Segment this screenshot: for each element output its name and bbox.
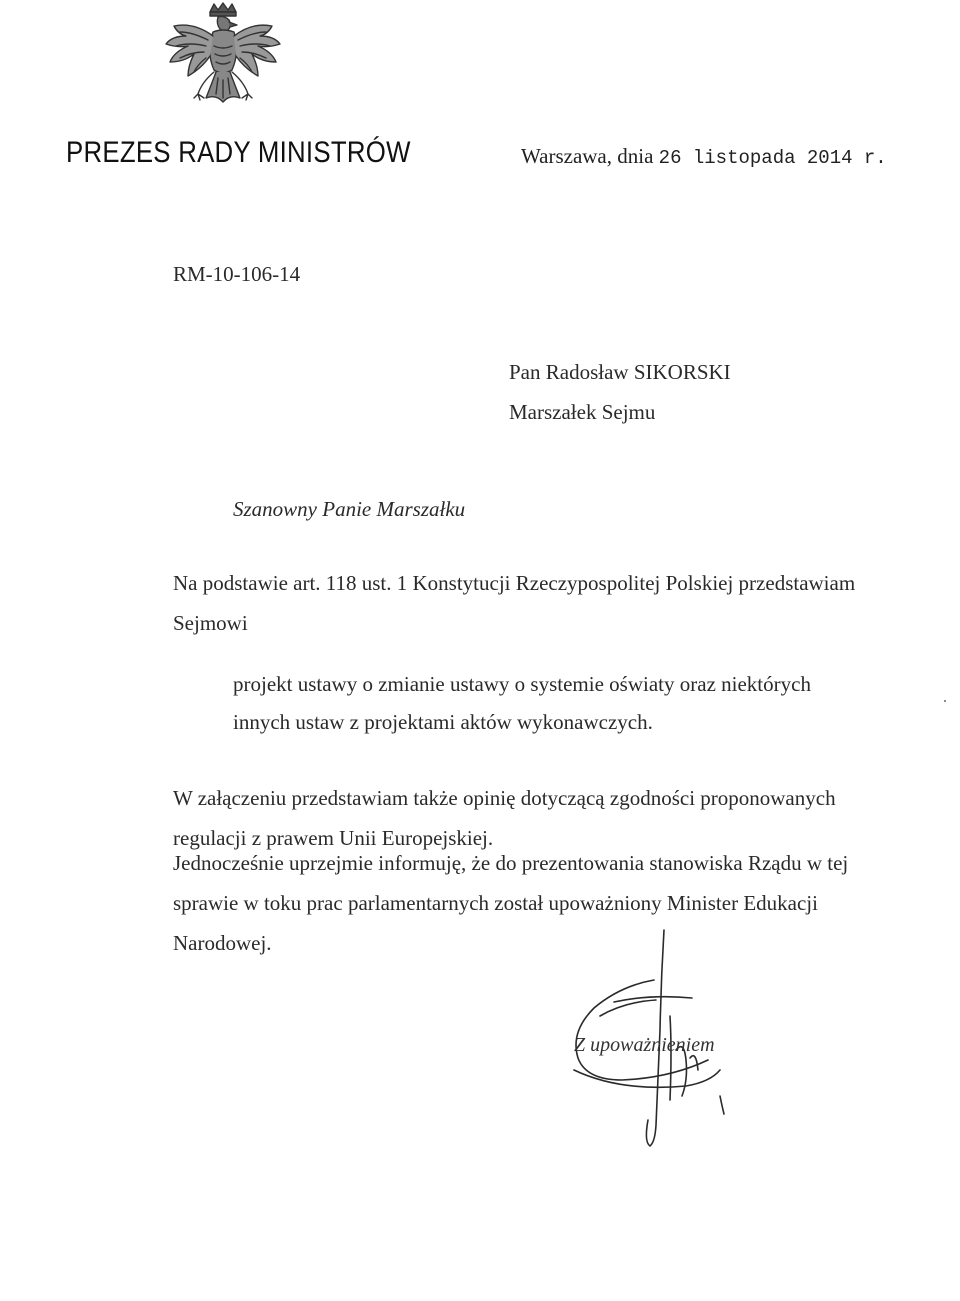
date-place: Warszawa, dnia — [521, 144, 654, 168]
paragraph-line: regulacji z prawem Unii Europejskiej. — [173, 826, 494, 850]
addressee-name: Pan Radosław SIKORSKI — [509, 360, 731, 384]
addressee-title: Marszałek Sejmu — [509, 400, 656, 424]
date-value: 26 listopada 2014 r. — [658, 147, 887, 169]
paragraph-line: Na podstawie art. 118 ust. 1 Konstytucji Rzeczypospolitej Polskiej przedstawiam — [173, 571, 856, 595]
salutation: Szanowny Panie Marszałku — [233, 497, 466, 521]
paragraph-line: innych ustaw z projektami aktów wykonawczych. — [233, 710, 653, 734]
reference-number: RM-10-106-14 — [173, 262, 301, 286]
paragraph-bill-title — [233, 665, 876, 741]
paragraph-line: Sejmowi — [173, 611, 248, 635]
polish-eagle-emblem-icon — [158, 2, 288, 124]
paragraph-line: Narodowej. — [173, 931, 272, 955]
signature-note: Z upoważnieniem — [574, 1034, 715, 1056]
paragraph-authorization — [173, 843, 876, 963]
scan-speck — [944, 700, 946, 702]
paragraph-line: projekt ustawy o zmianie ustawy o systemie oświaty oraz niektórych — [233, 672, 811, 696]
paragraph-line: W załączeniu przedstawiam także opinię dotyczącą zgodności proponowanych — [173, 786, 836, 810]
office-title: PREZES RADY MINISTRÓW — [66, 136, 411, 169]
paragraph-legal-basis — [173, 563, 876, 643]
date-line — [521, 144, 887, 169]
paragraph-line: sprawie w toku prac parlamentarnych został upoważniony Minister Edukacji — [173, 891, 818, 915]
paragraph-line: Jednocześnie uprzejmie informuję, że do prezentowania stanowiska Rządu w tej — [173, 851, 849, 875]
